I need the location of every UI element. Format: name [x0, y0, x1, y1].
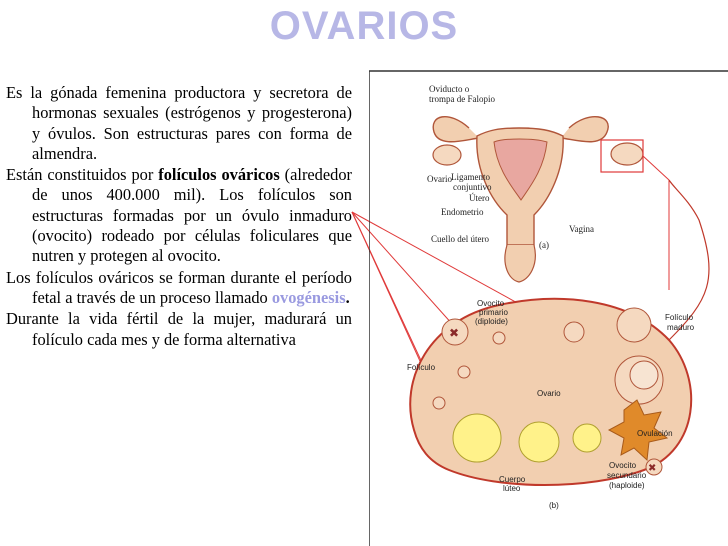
follicles-term: folículos ováricos: [158, 165, 280, 185]
label-ovulation: Ovulación: [637, 429, 673, 438]
left-ovary-shape: [433, 145, 461, 165]
vagina-shape: [505, 245, 535, 282]
corpus-luteum-1: [453, 414, 501, 462]
label-panel-a: (a): [539, 240, 549, 250]
follicle-early-2: [458, 366, 470, 378]
label-ligament-2: conjuntivo: [453, 182, 492, 192]
label-vagina: Vagina: [569, 224, 594, 234]
label-ovary: Ovario: [427, 174, 452, 184]
label-corpus-luteum-1: Cuerpo: [499, 475, 526, 484]
corpus-luteum-3: [573, 424, 601, 452]
ovary-figure: [369, 70, 728, 546]
label-secondary-oocyte-3: (haploide): [609, 481, 645, 490]
label-primary-oocyte-2: primario: [479, 308, 508, 317]
paragraph-ovogenesis-intro: Los folículos ováricos se forman durante el período fetal a través de un proceso llamado: [6, 267, 352, 307]
chromosome-icon: ✖: [449, 326, 460, 340]
page-title: OVARIOS: [269, 4, 459, 48]
label-uterus: Útero: [469, 193, 490, 203]
label-oviduct-2: trompa de Falopio: [429, 94, 495, 104]
follicle-early-3: [433, 397, 445, 409]
label-ligament-1: Ligamento: [451, 172, 490, 182]
reproductive-anatomy-diagram: [369, 70, 728, 546]
label-ovary-b: Ovario: [537, 389, 561, 398]
uterus-illustration: [433, 117, 669, 290]
right-fallopian-tube: [561, 117, 608, 142]
zoom-line: [643, 156, 669, 180]
chromosome-icon: ✖: [648, 463, 657, 474]
label-follicle: Folículo: [407, 363, 436, 372]
label-primary-oocyte-3: (diploide): [475, 317, 508, 326]
label-endometrium: Endometrio: [441, 207, 484, 217]
ovary-cross-section: [410, 180, 709, 485]
mature-follicle-small: [617, 308, 651, 342]
paragraph-definition: Es la gónada femenina productora y secretora de hormonas sexuales (estrógenos y progesterona) y óvulos. Son estructuras pares con forma de almendra.: [6, 83, 352, 163]
left-fallopian-tube: [433, 117, 479, 142]
label-corpus-luteum-2: lúteo: [503, 484, 521, 493]
label-mature-follicle-1: Folículo: [665, 313, 694, 322]
label-oviduct-1: Oviducto o: [429, 84, 470, 94]
label-panel-b: (b): [549, 501, 559, 510]
label-mature-follicle-2: maduro: [667, 323, 695, 332]
follicle-early: [493, 332, 505, 344]
paragraph-ovogenesis-period: .: [345, 287, 350, 307]
corpus-luteum-2: [519, 422, 559, 462]
follicle-developing: [564, 322, 584, 342]
label-primary-oocyte-1: Ovocito: [477, 299, 505, 308]
paragraph-follicles-intro: Están constituidos por: [6, 165, 159, 185]
right-ovary-shape: [611, 143, 643, 165]
follicle-antrum: [630, 361, 658, 389]
ovogenesis-link[interactable]: ovogénesis: [271, 287, 346, 307]
label-cervix: Cuello del útero: [431, 234, 489, 244]
paragraph-follicles-rest: (alrededor de unos 400.000 mil). Los folículos son estructuras formadas por un óvulo inmaduro (ovocito) rodeado por células foliculares que nutren y protegen al ovocito.: [32, 165, 352, 266]
label-secondary-oocyte-2: secundario: [607, 471, 647, 480]
label-secondary-oocyte-1: Ovocito: [609, 461, 637, 470]
paragraph-fertile-life: Durante la vida fértil de la mujer, madurará un folículo cada mes y de forma alternativa: [6, 309, 352, 349]
